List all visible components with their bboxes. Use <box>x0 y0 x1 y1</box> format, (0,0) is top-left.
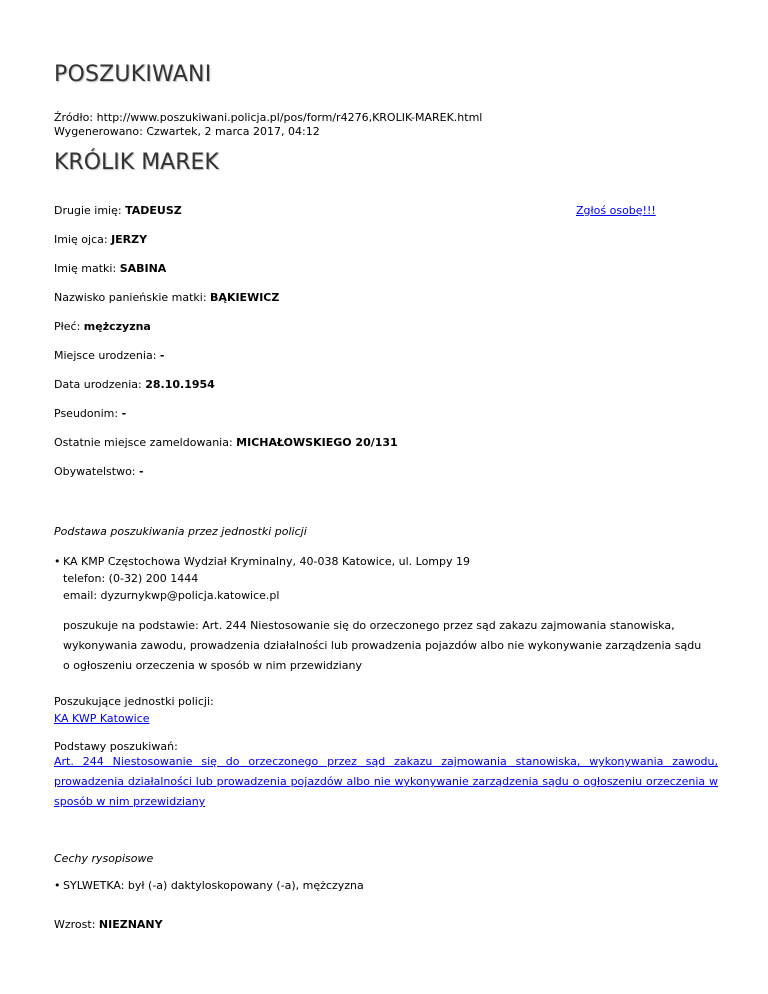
person-name: KRÓLIK MAREK <box>54 150 219 175</box>
basis-text: poszukuje na podstawie: Art. 244 Niestosowanie się do orzeczonego przez sąd zakazu zajmowania stanowiska, wykonywania zawodu, prowadzenia działalności lub prowadzenia pojazdów albo nie wykonywanie zarządzenia sądu o ogłoszeniu orzeczenia w sposób w nim przewidziany <box>63 619 702 672</box>
source-url: http://www.poszukiwani.policja.pl/pos/form/r4276,KROLIK-MAREK.html <box>96 111 483 124</box>
bases-label: Podstawy poszukiwań: <box>54 740 178 753</box>
field-value: - <box>139 465 144 478</box>
field-label: Płeć: <box>54 320 81 333</box>
field-nickname <box>54 407 126 420</box>
bases-block <box>54 752 718 812</box>
generated-value: Czwartek, 2 marca 2017, 04:12 <box>146 125 320 138</box>
field-sex <box>54 320 151 333</box>
unit-email: email: dyzurnykwp@policja.katowice.pl <box>63 589 280 602</box>
unit-name: KA KMP Częstochowa Wydział Kryminalny, 40-038 Katowice, ul. Lompy 19 <box>63 555 470 568</box>
field-value: BĄKIEWICZ <box>210 291 280 304</box>
field-value: JERZY <box>111 233 148 246</box>
search-basis-link[interactable]: Art. 244 Niestosowanie się do orzeczonego przez sąd zakazu zajmowania stanowiska, wykonywania zawodu, prowadzenia działalności lub prowadzenia pojazdów albo nie wykonywanie zarządzenia sądu o ogłoszeniu orzeczenia w sposób w nim przewidziany <box>54 755 718 808</box>
field-last-address <box>54 436 398 449</box>
field-value: NIEZNANY <box>98 918 163 931</box>
source-label: Źródło: <box>54 111 94 124</box>
field-birthplace <box>54 349 164 362</box>
search-basis-heading: Podstawa poszukiwania przez jednostki policji <box>54 525 307 538</box>
source-line <box>54 111 482 124</box>
field-mother-name <box>54 262 166 275</box>
silhouette-text: SYLWETKA: był (-a) daktyloskopowany (-a), mężczyzna <box>63 879 364 892</box>
field-value: mężczyzna <box>83 320 151 333</box>
site-title: POSZUKIWANI <box>54 62 212 87</box>
silhouette-entry <box>54 877 364 894</box>
bullet-icon: • <box>54 555 61 568</box>
field-label: Imię ojca: <box>54 233 108 246</box>
field-label: Obywatelstwo: <box>54 465 136 478</box>
unit-phone: telefon: (0-32) 200 1444 <box>63 572 199 585</box>
searching-units-block <box>54 693 214 727</box>
field-value: - <box>121 407 127 420</box>
field-label: Ostatnie miejsce zameldowania: <box>54 436 233 449</box>
field-value: TADEUSZ <box>125 204 182 217</box>
field-birthdate <box>54 378 215 391</box>
generated-label: Wygenerowano: <box>54 125 143 138</box>
field-label: Miejsce urodzenia: <box>54 349 157 362</box>
field-label: Wzrost: <box>54 918 96 931</box>
field-mother-maiden-name <box>54 291 279 304</box>
field-value: - <box>159 349 165 362</box>
field-label: Nazwisko panieńskie matki: <box>54 291 207 304</box>
field-value: SABINA <box>119 262 167 275</box>
searching-unit-link[interactable]: KA KWP Katowice <box>54 712 150 725</box>
bullet-icon: • <box>54 879 61 892</box>
searching-units-label: Poszukujące jednostki policji: <box>54 695 214 708</box>
field-label: Imię matki: <box>54 262 117 275</box>
description-heading: Cechy rysopisowe <box>54 852 154 865</box>
field-value: 28.10.1954 <box>145 378 215 391</box>
field-label: Pseudonim: <box>54 407 119 420</box>
field-citizenship <box>54 465 144 478</box>
field-second-name <box>54 204 182 217</box>
police-unit-entry <box>54 553 470 604</box>
field-label: Drugie imię: <box>54 204 122 217</box>
report-person-link[interactable]: Zgłoś osobę!!! <box>576 204 656 217</box>
generated-line <box>54 125 320 138</box>
field-father-name <box>54 233 147 246</box>
field-label: Data urodzenia: <box>54 378 142 391</box>
field-value: MICHAŁOWSKIEGO 20/131 <box>236 436 398 449</box>
field-height <box>54 918 163 931</box>
